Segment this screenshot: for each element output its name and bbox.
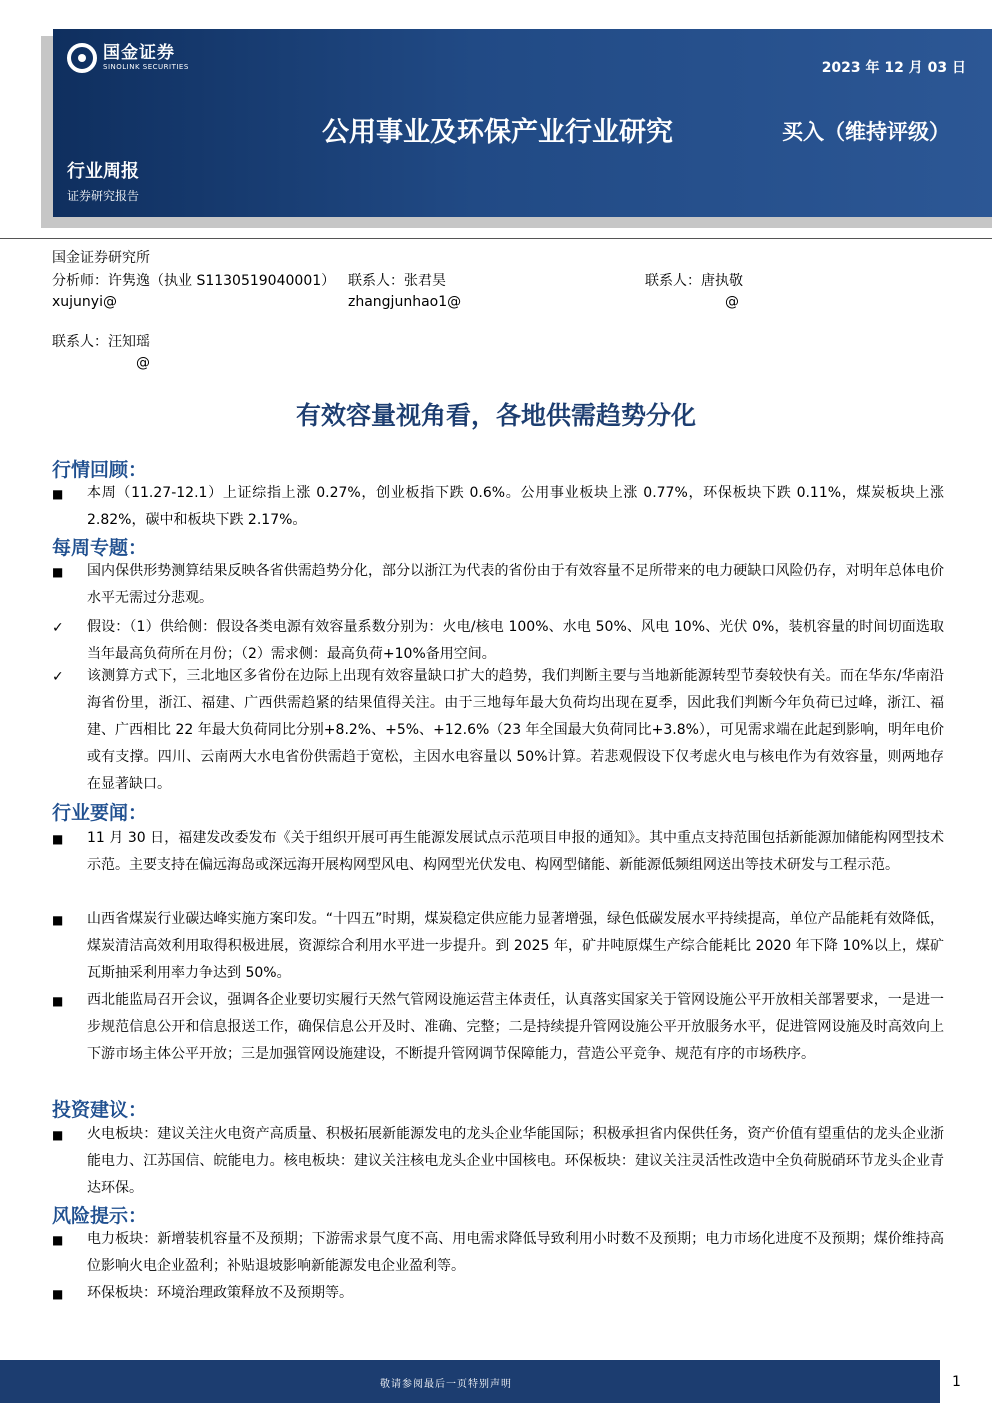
footer-notice: 敬请参阅最后一页特别声明 — [380, 1379, 512, 1390]
institute: 国金证券研究所 — [52, 250, 150, 266]
contact-3: 联系人：汪知瑶 — [52, 334, 150, 350]
header-divider — [0, 238, 992, 239]
list-item — [52, 987, 944, 1068]
bullet-square-icon: ■ — [52, 832, 64, 846]
bullet-square-icon: ■ — [52, 1128, 64, 1142]
check-icon: ✓ — [52, 669, 64, 685]
list-item — [52, 1280, 944, 1307]
report-type: 行业周报 — [67, 161, 139, 182]
item-text: 国内保供形势测算结果反映各省供需趋势分化，部分以浙江为代表的省份由于有效容量不足所带来的电力硬缺口风险仍存，对明年总体电价水平无需过分悲观。 — [87, 563, 944, 606]
logo-en: SINOLINK SECURITIES — [103, 63, 189, 71]
logo-cn: 国金证券 — [103, 43, 175, 63]
section-title-weekly-topic: 每周专题： — [52, 537, 148, 559]
item-text: 电力板块：新增装机容量不及预期；下游需求景气度不高、用电需求降低导致利用小时数不及预期；电力市场化进度不及预期；煤价维持高位影响火电企业盈利；补贴退坡影响新能源发电企业盈利等。 — [87, 1231, 944, 1274]
item-text: 假设：（1）供给侧：假设各类电源有效容量系数分别为：火电/核电 100%、水电 50%、风电 10%、光伏 0%，装机容量的时间切面选取当年最高负荷所在月份；（2）需求侧：最高负荷+10%备用空间。 — [87, 619, 944, 662]
bullet-square-icon: ■ — [52, 565, 64, 579]
company-logo — [67, 43, 189, 73]
check-icon: ✓ — [52, 620, 64, 636]
item-text: 11 月 30 日，福建发改委发布《关于组织开展可再生能源发展试点示范项目申报的通知》。其中重点支持范围包括新能源加储能构网型技术示范。主要支持在偏远海岛或深远海开展构网型风电、构网型光伏发电、构网型储能、新能源低频组网送出等技术研发与工程示范。 — [87, 830, 944, 873]
item-text: 西北能监局召开会议，强调各企业要切实履行天然气管网设施运营主体责任，认真落实国家关于管网设施公平开放相关部署要求，一是进一步规范信息公开和信息报送工作，确保信息公开及时、准确、完整；二是持续提升管网设施公平开放服务水平，促进管网设施及时高效向上下游市场主体公平开放；三是加强管网设施建设，不断提升管网调节保障能力，营造公平竞争、规范有序的市场秩序。 — [87, 992, 944, 1062]
bullet-square-icon: ■ — [52, 994, 64, 1008]
section-title-industry-news: 行业要闻： — [52, 802, 148, 824]
list-item — [52, 663, 944, 798]
contact-2-email: @ — [725, 294, 739, 310]
list-item — [52, 614, 944, 668]
logo-text — [103, 44, 189, 72]
contact-1: 联系人：张君昊 — [348, 273, 446, 289]
section-title-market-review: 行情回顾： — [52, 459, 148, 481]
item-text: 火电板块：建议关注火电资产高质量、积极拓展新能源发电的龙头企业华能国际；积极承担省内保供任务，资产价值有望重估的龙头企业浙能电力、江苏国信、皖能电力。核电板块：建议关注核电龙头企业中国核电。环保板块：建议关注灵活性改造中全负荷脱硝环节龙头企业青达环保。 — [87, 1126, 944, 1196]
contact-3-email: @ — [136, 355, 150, 371]
analyst: 分析师：许隽逸（执业 S1130519040001） — [52, 273, 336, 289]
analyst-email: xujunyi@ — [52, 294, 117, 310]
contact-1-email: zhangjunhao1@ — [348, 294, 462, 310]
logo-mark-icon — [67, 43, 97, 73]
report-subtitle: 证券研究报告 — [67, 189, 140, 203]
bullet-square-icon: ■ — [52, 1233, 64, 1247]
bullet-square-icon: ■ — [52, 487, 64, 501]
page-number: 1 — [952, 1374, 961, 1390]
list-item — [52, 558, 944, 612]
item-text: 山西省煤炭行业碳达峰实施方案印发。“十四五”时期，煤炭稳定供应能力显著增强，绿色低碳发展水平持续提高，单位产品能耗有效降低，煤炭清洁高效利用取得积极进展，资源综合利用水平进一步提升。到 2025 年，矿井吨原煤生产综合能耗比 2020 年下降 10%以上，煤矿瓦斯抽采利用率力争达到 50%。 — [87, 911, 944, 981]
list-item — [52, 1121, 944, 1202]
item-text: 该测算方式下，三北地区多省份在边际上出现有效容量缺口扩大的趋势，我们判断主要与当地新能源转型节奏较快有关。而在华东/华南沿海省份里，浙江、福建、广西供需趋紧的结果值得关注。由于三地每年最大负荷均出现在夏季，因此我们判断今年负荷已过峰，浙江、福建、广西相比 22 年最大负荷同比分别+8.2%、+5%、+12.6%（23 年全国最大负荷同比+3.8%），可见需求端在此起到影响，明年电价或有支撑。四川、云南两大水电省份供需趋于宽松，主因水电容量以 50%计算。若悲观假设下仅考虑火电与核电作为有效容量，则两地存在显著缺口。 — [87, 668, 944, 792]
list-item — [52, 825, 944, 879]
headline: 有效容量视角看，各地供需趋势分化 — [295, 401, 696, 430]
list-item — [52, 480, 944, 534]
list-item — [52, 906, 944, 987]
item-text: 环保板块：环境治理政策释放不及预期等。 — [87, 1285, 353, 1301]
item-text: 本周（11.27-12.1）上证综指上涨 0.27%，创业板指下跌 0.6%。公用事业板块上涨 0.77%，环保板块下跌 0.11%，煤炭板块上涨 2.82%，碳中和板块下跌 2.17%。 — [87, 485, 944, 528]
report-title: 公用事业及环保产业行业研究 — [322, 117, 673, 148]
bullet-square-icon: ■ — [52, 913, 64, 927]
contact-2: 联系人：唐执敬 — [645, 273, 743, 289]
report-date: 2023 年 12 月 03 日 — [821, 60, 966, 76]
bullet-square-icon: ■ — [52, 1287, 64, 1301]
rating: 买入（维持评级） — [782, 120, 950, 144]
section-title-investment-advice: 投资建议： — [52, 1099, 148, 1121]
section-title-risk-warning: 风险提示： — [52, 1205, 148, 1227]
list-item — [52, 1226, 944, 1280]
